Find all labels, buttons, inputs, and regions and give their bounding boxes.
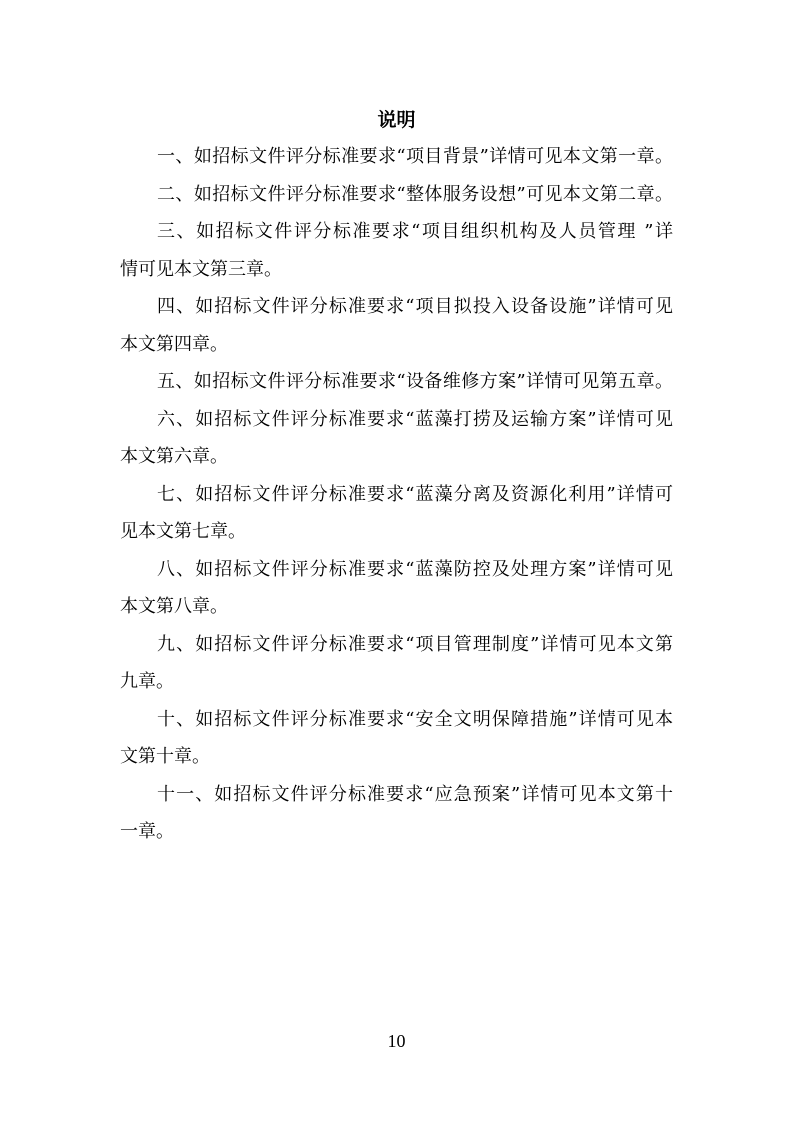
paragraph-line: 二、如招标文件评分标准要求“整体服务设想”可见本文第二章。 <box>157 183 673 205</box>
paragraph-line: 十一、如招标文件评分标准要求“应急预案”详情可见本文第十 <box>157 783 673 805</box>
paragraph <box>120 218 673 293</box>
document-body <box>120 143 673 856</box>
paragraph-line: 本文第八章。 <box>120 596 228 617</box>
document-title: 说明 <box>377 109 416 131</box>
paragraph <box>120 143 673 181</box>
paragraph-line: 四、如招标文件评分标准要求“项目拟投入设备设施”详情可见 <box>157 296 673 317</box>
paragraph-line: 五、如招标文件评分标准要求“设备维修方案”详情可见第五章。 <box>157 371 673 392</box>
paragraph <box>120 406 673 481</box>
paragraph-line: 三、如招标文件评分标准要求“项目组织机构及人员管理 ”详 <box>157 221 673 242</box>
paragraph <box>120 556 673 631</box>
paragraph <box>120 631 673 706</box>
paragraph-line: 文第十章。 <box>120 746 210 767</box>
paragraph-line: 见本文第七章。 <box>120 521 246 542</box>
paragraph-line: 七、如招标文件评分标准要求“蓝藻分离及资源化利用”详情可 <box>157 483 673 505</box>
paragraph <box>120 706 673 781</box>
paragraph-line: 八、如招标文件评分标准要求“蓝藻防控及处理方案”详情可见 <box>157 558 673 580</box>
paragraph-line: 九章。 <box>120 671 174 692</box>
paragraph-line: 本文第六章。 <box>120 446 228 467</box>
paragraph <box>120 293 673 368</box>
paragraph-line: 一、如招标文件评分标准要求“项目背景”详情可见本文第一章。 <box>157 146 673 167</box>
paragraph <box>120 368 673 406</box>
paragraph-line: 情可见本文第三章。 <box>120 258 282 280</box>
paragraph <box>120 781 673 856</box>
paragraph <box>120 481 673 556</box>
paragraph-line: 十、如招标文件评分标准要求“安全文明保障措施”详情可见本 <box>157 708 673 730</box>
page-number: 10 <box>387 1031 406 1051</box>
paragraph-line: 六、如招标文件评分标准要求“蓝藻打捞及运输方案”详情可见 <box>157 408 673 430</box>
paragraph <box>120 181 673 219</box>
paragraph-line: 一章。 <box>120 821 174 842</box>
paragraph-line: 本文第四章。 <box>120 333 228 355</box>
paragraph-line: 九、如招标文件评分标准要求“项目管理制度”详情可见本文第 <box>157 633 673 655</box>
